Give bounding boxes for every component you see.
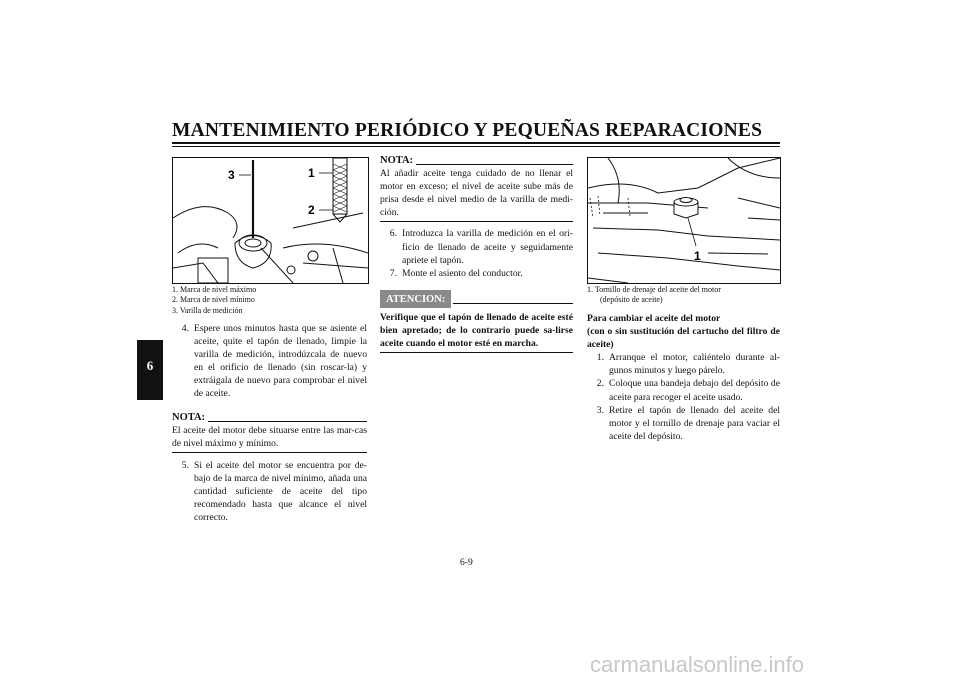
item-text: Arranque el motor, caliéntelo durante al-gunos minutos y luego párelo.: [609, 352, 780, 377]
caution-heading: [380, 290, 573, 308]
item-text: Si el aceite del motor se encuentra por de-bajo de la marca de nivel mínimo, añada una cantidad suficiente de aceite del tipo recomendado hasta que alcance el nivel correcto.: [194, 459, 367, 524]
note-text: Al añadir aceite tenga cuidado de no llenar el motor en exceso; el nivel de aceite sube más de prisa desde el nivel medio de la varilla de medi-ción.: [380, 168, 573, 219]
note-label: NOTA:: [380, 155, 414, 166]
item-text: Retire el tapón de llenado del aceite del motor y el tornillo de drenaje para vaciar el aceite del depósito.: [609, 404, 780, 442]
chapter-tab: 6: [137, 340, 163, 400]
item-number: 1.: [596, 352, 604, 364]
item-number: 2.: [596, 378, 604, 390]
drain-bolt-figure: [587, 157, 781, 284]
list-item-6: [380, 227, 573, 266]
figure1-caption: [172, 285, 256, 316]
list-item-5: [172, 459, 367, 524]
note-heading: [380, 154, 573, 167]
list-item-4: [172, 322, 367, 401]
caption-line: 2. Marca de nivel mínimo: [172, 295, 255, 305]
note-line: [208, 421, 367, 422]
caption-line: (depósito de aceite): [600, 295, 663, 305]
item-text: Monte el asiento del conductor.: [402, 267, 523, 279]
item-number: 7.: [389, 267, 397, 279]
dipstick-figure: [172, 157, 369, 284]
page-number: 6-9: [460, 557, 473, 568]
caution-label: ATENCION:: [380, 290, 451, 308]
caution-rule: [380, 352, 573, 353]
note-line: [416, 164, 573, 165]
drain-bolt-illustration: [588, 158, 780, 283]
watermark: carmanualsonline.info: [590, 652, 805, 677]
list-item: [587, 404, 780, 443]
callout-1: 1: [694, 249, 701, 263]
note-text: El aceite del motor debe situarse entre las mar-cas de nivel máximo y mínimo.: [172, 424, 367, 449]
caution-text: Verifique que el tapón de llenado de aceite esté bien apretado; de lo contrario puede sa-lirse aceite cuando el motor esté en marcha.: [380, 311, 573, 350]
header-rule-thin: [172, 146, 780, 147]
callout-1: 1: [308, 166, 315, 180]
item-text: Introduzca la varilla de medición en el ori-ficio de llenado de aceite y seguidamente apriete el tapón.: [402, 228, 573, 266]
callout-3: 3: [228, 168, 235, 182]
item-number: 3.: [596, 404, 604, 416]
section-subheading: (con o sin sustitución del cartucho del filtro de aceite): [587, 326, 780, 351]
dipstick-illustration: [173, 158, 368, 283]
note-label: NOTA:: [172, 411, 206, 423]
item-text: Espere unos minutos hasta que se asiente el aceite, quite el tapón de llenado, limpie la varilla de medición, introdúzcala de nuevo en el orificio de llenado (sin roscar-la) y extráigala de nuevo para comprobar el nivel de aceite.: [194, 323, 367, 400]
item-number: 4.: [181, 323, 189, 334]
column-3: [587, 312, 780, 443]
column-2: [380, 154, 573, 353]
list-item: [587, 377, 780, 403]
caption-line: 1. Marca de nivel máximo: [172, 285, 257, 294]
caption-line: 3. Varilla de medición: [172, 305, 243, 315]
caution-line: [453, 303, 573, 304]
list-item-7: [380, 267, 573, 280]
item-number: 6.: [389, 228, 397, 240]
note-heading: [172, 411, 367, 424]
item-number: 5.: [181, 459, 189, 471]
list-item: [587, 351, 780, 377]
callout-2: 2: [308, 203, 315, 217]
header-rule: [172, 142, 780, 144]
figure2-caption: [587, 285, 721, 306]
section-heading: Para cambiar el aceite del motor: [587, 313, 721, 324]
page-title: MANTENIMIENTO PERIÓDICO Y PEQUEÑAS REPARACIONES: [172, 120, 763, 141]
item-text: Coloque una bandeja debajo del depósito de aceite para recoger el aceite usado.: [609, 378, 780, 403]
column-1: [172, 322, 367, 524]
caption-line: 1. Tornillo de drenaje del aceite del motor: [587, 285, 721, 294]
